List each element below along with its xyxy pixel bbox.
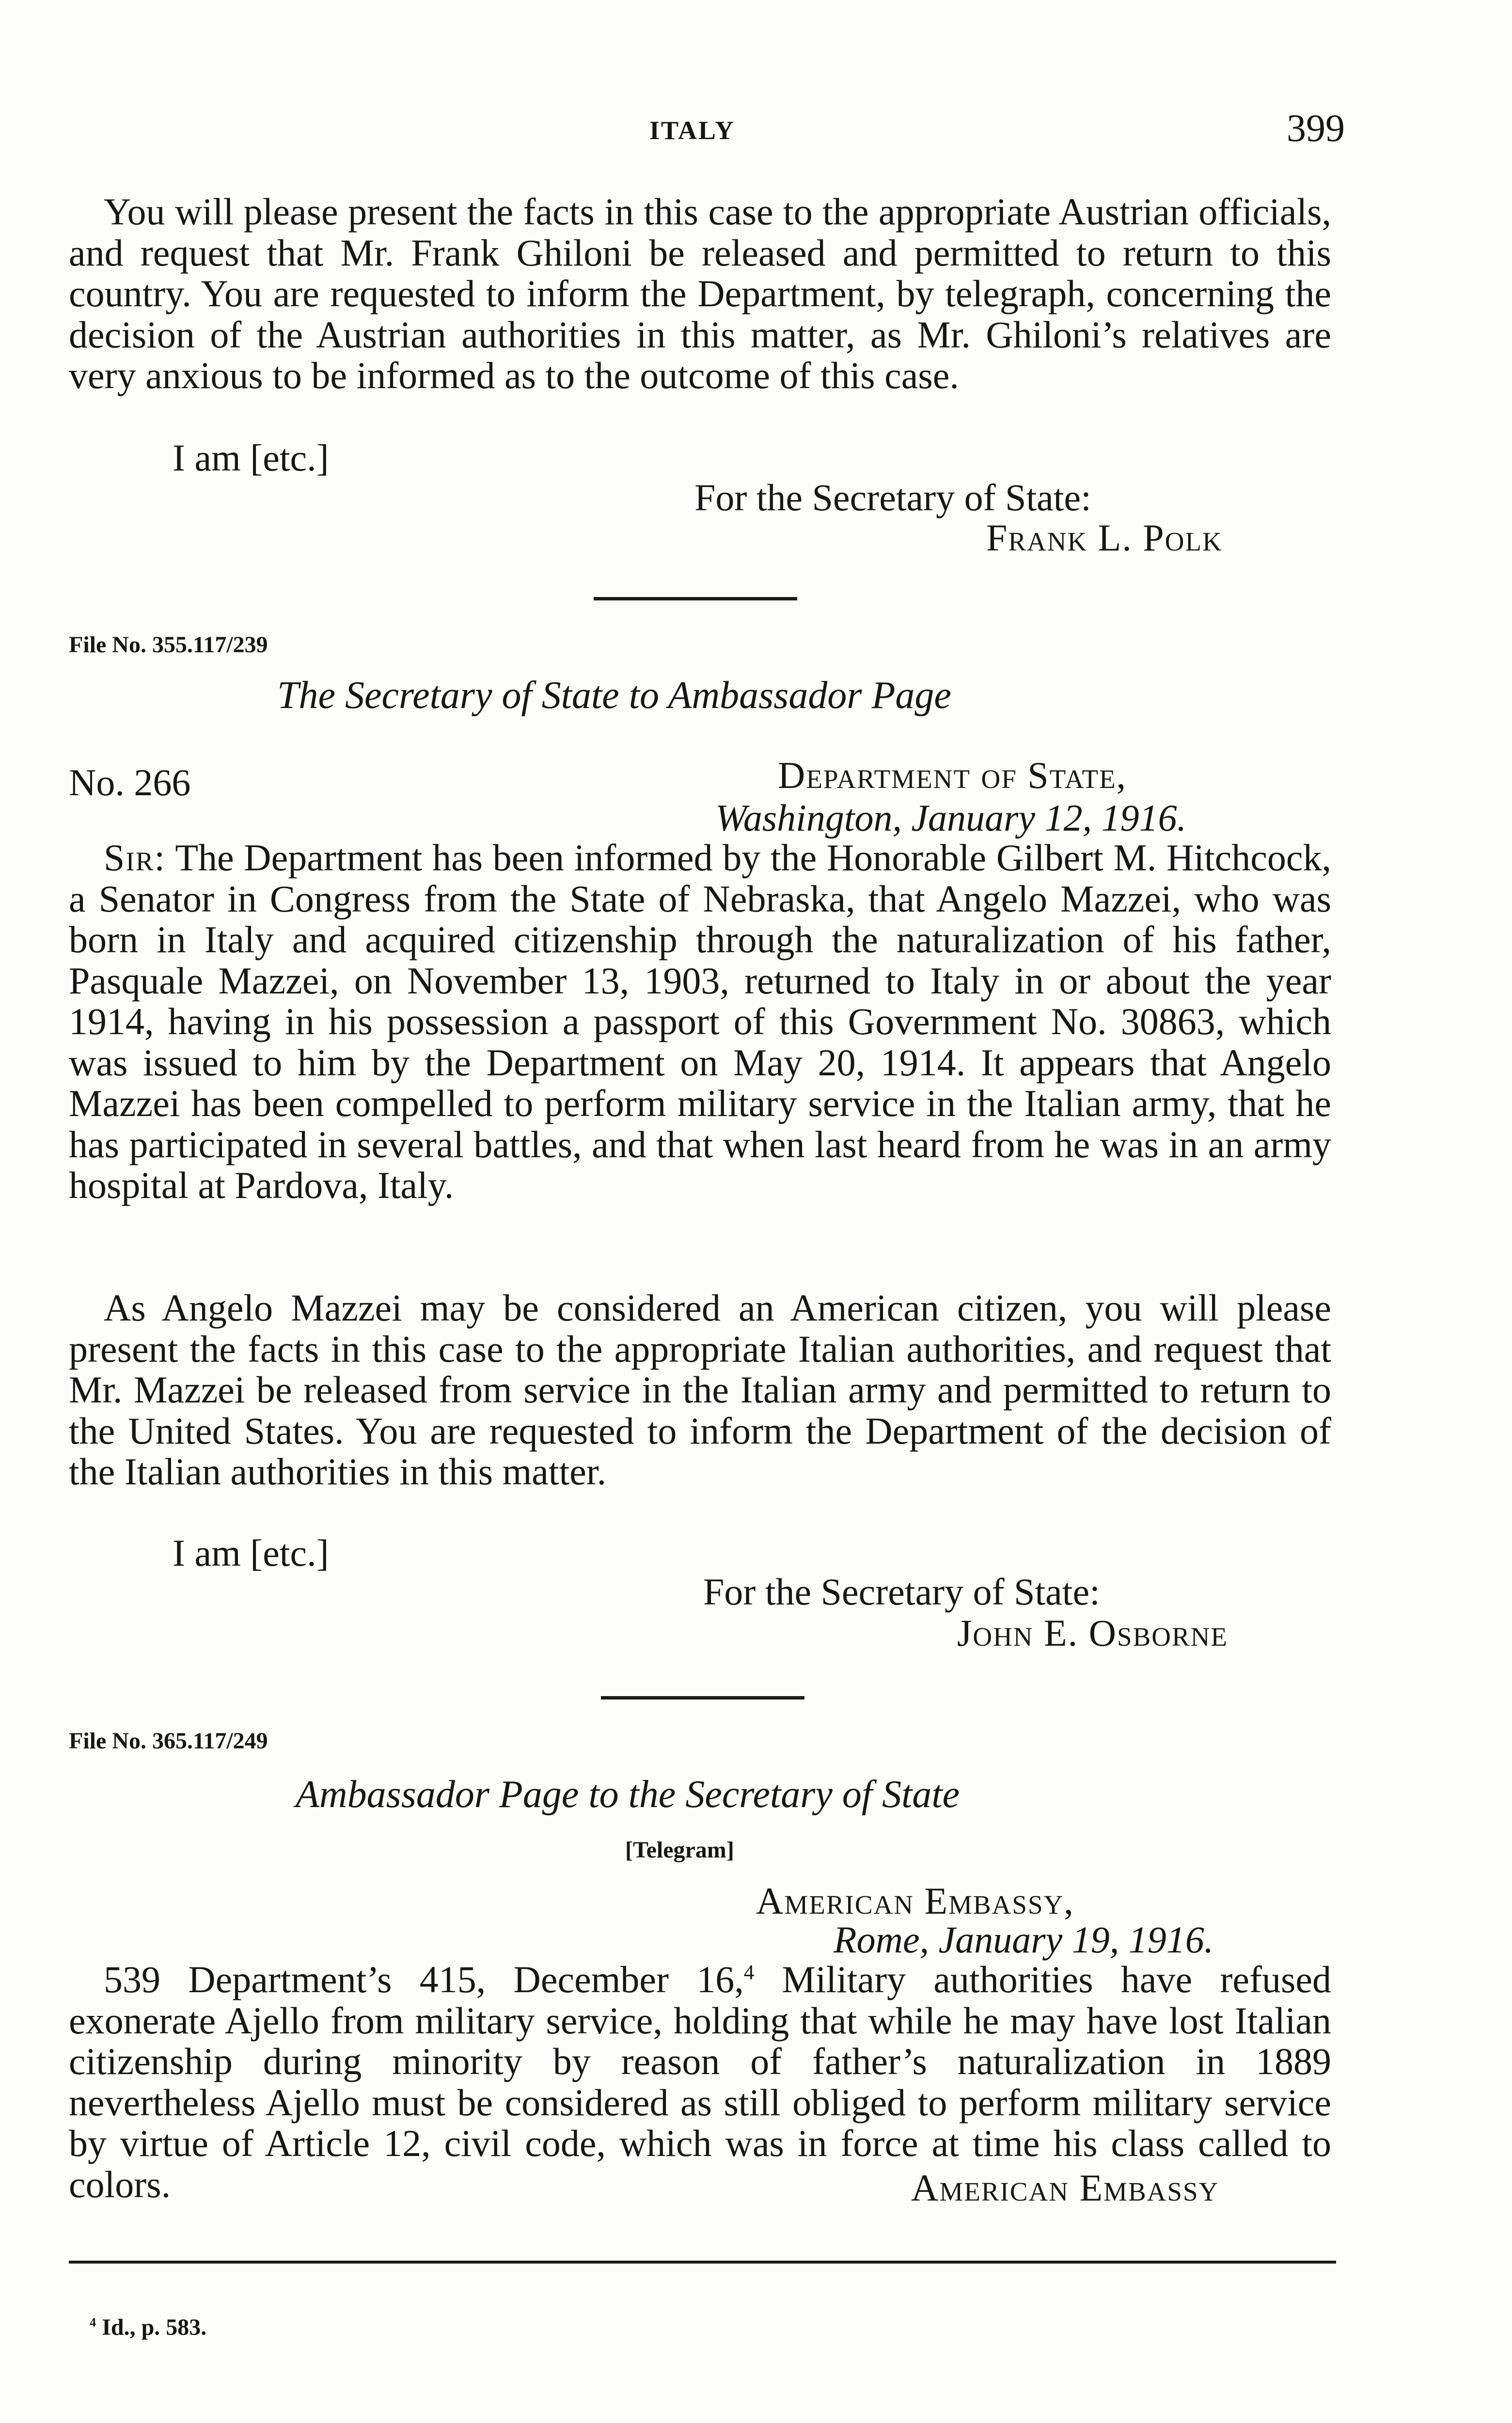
file-number: File No. 365.117/249 [69,1728,268,1754]
signature: Frank L. Polk [986,517,1223,559]
sender-line: American Embassy, [756,1880,1074,1922]
for-secretary-line: For the Secretary of State: [703,1571,1100,1613]
signature: John E. Osborne [957,1612,1228,1654]
for-secretary-line: For the Secretary of State: [694,476,1091,519]
place-date-line: Rome, January 19, 1916. [834,1919,1214,1961]
sender-line: Department of State, [778,754,1127,796]
letter-paragraph-2: As Angelo Mazzei may be considered an American citizen, you will please present the facts in this case to the appropriate Italian authorities, and request that Mr. Mazzei be released from service in the Italian army and permitted to return to the United States. You are requested to inform the Department of the decision of the Italian authorities in this matter. [69,1287,1331,1493]
signature: American Embassy [911,2167,1219,2209]
closing-line: I am [etc.] [173,437,329,479]
place-date-line: Washington, January 12, 1916. [715,797,1187,839]
telegram-heading: Ambassador Page to the Secretary of State [296,1773,960,1816]
footnote [90,2314,206,2341]
running-header: ITALY [649,116,736,145]
telegram-paragraph: 539 Department’s 415, December 16,$^4$ Military authorities have refused exonerate Ajello from military service, holding that while he may have lost Italian citizenship during minority by reason of father’s naturalization in 1889 nevertheless Ajello must be considered as still obliged to perform military service by virtue of Article 12, civil code, which was in force at time his class called to colors. [69,1958,1331,2205]
letter-paragraph-1 [69,837,1331,1206]
section-divider [601,1696,804,1699]
footnote-text: Id., p. 583. [96,2314,207,2340]
footnote-reference: 4 [743,1961,755,1984]
continuation-paragraph: You will please present the facts in this case to the appropriate Austrian officials, and request that Mr. Frank Ghiloni be released and permitted to return to this country. You are requested to inform the Department, by telegraph, concerning the decision of the Austrian authorities in this matter, as Mr. Ghiloni’s relatives are very anxious to be informed as to the outcome of this case. [69,190,1331,396]
closing-line: I am [etc.] [173,1532,329,1574]
footnote-marker: 4 [90,2315,96,2329]
paragraph-text: The Department has been informed by the Honorable Gilbert M. Hitchcock, a Senator in Congress from the State of Nebraska, that Angelo Mazzei, who was born in Italy and acquired citizenship through the naturalization of his father, Pasquale Mazzei, on November 13, 1903, returned to Italy in or about the year 1914, having in his possession a passport of this Government No. 30863, which was issued to him by the Department on May 20, 1914. It appears that Angelo Mazzei has been compelled to perform military service in the Italian army, that he has participated in several battles, and that when last heard from he was in an army hospital at Pardova, Italy. [69,836,1332,1206]
section-divider [594,597,797,600]
document-number: No. 266 [69,761,191,803]
salutation: Sir: [104,836,166,879]
telegram-label: [Telegram] [625,1837,734,1863]
page-number: 399 [1287,107,1345,150]
file-number: File No. 355.117/239 [69,632,268,658]
letter-heading: The Secretary of State to Ambassador Page [277,674,951,717]
footnote-rule [69,2261,1336,2264]
